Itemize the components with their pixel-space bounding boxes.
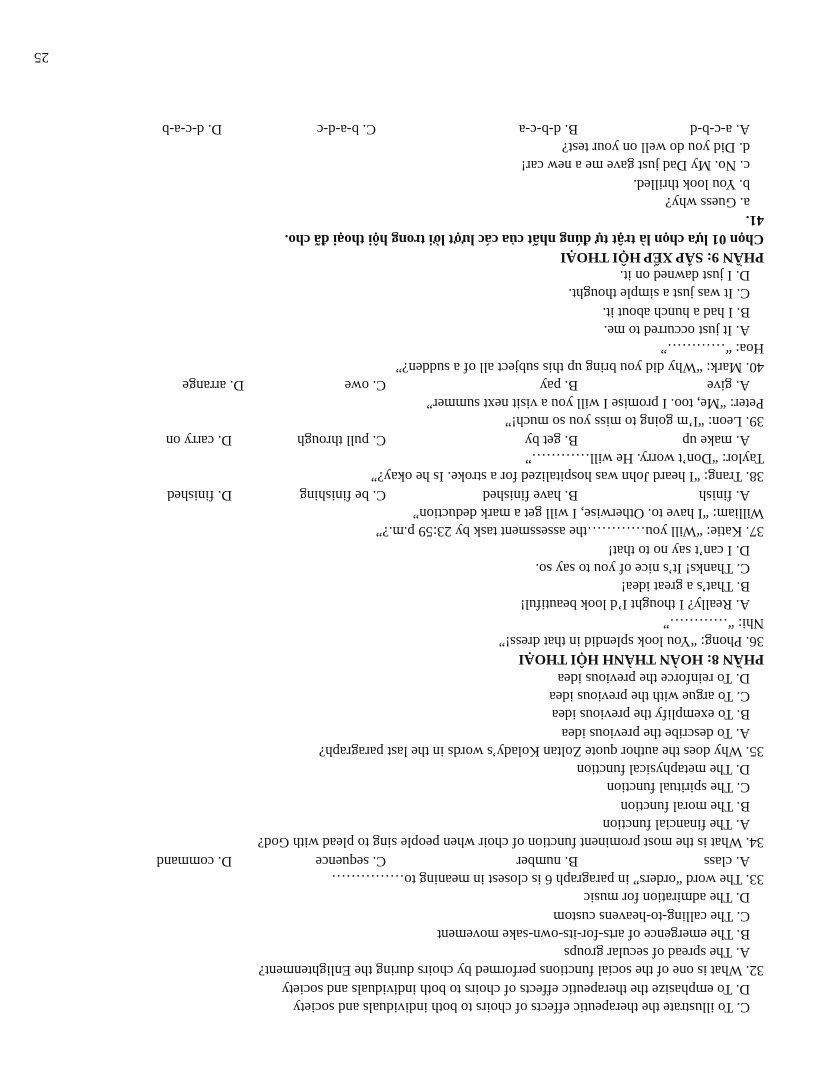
answer-option: A. class [703, 852, 750, 869]
question-line: 33. The word “orders” in paragraph 6 is closest in meaning to…………… [331, 870, 764, 887]
answer-choice: C. To argue with the previous idea [549, 687, 750, 704]
section-heading: PHẦN 8: HOÀN THÀNH HỘI THOẠI [518, 651, 764, 668]
answer-option: D. finished [167, 486, 232, 503]
answer-choice: b. You look thrilled. [633, 175, 750, 192]
answer-choice: D. To emphasize the therapeutic effects of choirs to both individuals and society [281, 980, 750, 997]
answer-choice: D. To reinforce the previous idea [557, 669, 750, 686]
answer-choice: D. I just dawned on it. [619, 267, 750, 284]
answer-option: B. get by [524, 431, 578, 448]
answer-option: B. pay [539, 376, 578, 393]
answer-choice: C. The spiritual function [606, 779, 750, 796]
answer-option: A. make up [682, 431, 750, 448]
answer-choice: c. No. My Dad just gave me a new car! [521, 157, 750, 174]
question-line: 34. What is the most prominent function of choir when people sing to plead with God? [257, 834, 764, 851]
answer-choice: d. Did you do well on your test? [561, 139, 750, 156]
answer-choice: B. To exemplify the previous idea [551, 706, 750, 723]
question-line: William: “I have to. Otherwise, I will get a mark deduction” [412, 504, 764, 521]
answer-options-row [74, 851, 764, 869]
answer-choice: C. To illustrate the therapeutic effects of choirs to both individuals and society [293, 999, 750, 1015]
answer-options-row [74, 485, 764, 503]
answer-choice: A. To describe the previous idea [561, 724, 750, 741]
question-line: 32. What is one of the social functions performed by choirs during the Enlightenment? [258, 962, 764, 979]
answer-choice: D. I can’t say no to that! [608, 541, 750, 558]
question-line: 40. Mark: “Why did you bring up this subject all of a sudden?” [395, 358, 764, 375]
answer-choice: C. The calling-to-heavens custom [553, 907, 750, 924]
answer-choice: B. I had a hunch about it. [602, 303, 750, 320]
answer-option: C. be finishing [299, 486, 386, 503]
section-heading: 41. [745, 212, 764, 229]
answer-choice: B. The moral function [620, 797, 750, 814]
answer-option: C. b-a-d-c [316, 120, 376, 137]
question-line: 38. Trang: “I heard John was hospitalized for a stroke. Is he okay?” [370, 468, 764, 485]
answer-option: A. finish [698, 486, 750, 503]
section-heading: PHẦN 9: SẮP XẾP HỘI THOẠI [560, 248, 764, 265]
answer-choice: D. The metaphysical function [576, 761, 750, 778]
question-line: Hoa: “…………” [660, 340, 764, 357]
answer-choice: A. The spread of secular groups [563, 944, 750, 961]
answer-option: D. arrange [182, 376, 244, 393]
answer-choice: A. The financial function [602, 816, 750, 833]
answer-option: D. d-c-a-b [162, 120, 222, 137]
answer-option: C. pull through [297, 431, 386, 448]
answer-options-row [74, 119, 764, 137]
question-line: 36. Phong: “You look splendid in that dress!” [498, 633, 764, 650]
answer-option: B. number [516, 852, 578, 869]
answer-option: D. carry on [165, 431, 232, 448]
answer-options-row [74, 376, 764, 394]
answer-choice: D. The admiration for music [583, 889, 750, 906]
answer-option: D. command [156, 852, 232, 869]
answer-option: A. give [707, 376, 750, 393]
answer-choice: B. That’s a great idea! [621, 578, 750, 595]
question-line: Nhi: “…………” [663, 614, 764, 631]
answer-choice: A. It just occurred to me. [603, 322, 750, 339]
answer-choice: C. Thanks! It’s nice of you to say so. [535, 559, 750, 576]
question-line: 35. Why does the author quote Zoltan Kolady’s words in the last paragraph? [318, 742, 764, 759]
section-heading: Chọn 01 lựa chọn là trật tự đúng nhất của các lượt lời trong hội thoại đã cho. [284, 230, 764, 247]
question-text-block [74, 119, 764, 1016]
answer-option: C. sequence [315, 852, 386, 869]
answer-choice: C. It was just a simple thought. [568, 285, 750, 302]
answer-option: B. d-b-c-a [518, 120, 578, 137]
answer-choice: a. Guess why? [665, 193, 750, 210]
answer-choice: A. Really? I thought I’d look beautiful! [520, 596, 750, 613]
page-number: 25 [34, 49, 49, 65]
answer-option: C. owe [344, 376, 386, 393]
question-line: 37. Katie: “Will you…………the assessment task by 23:59 p.m.?” [375, 523, 764, 540]
question-line: Peter: “Me, too. I promise I will you a visit next summer” [426, 395, 764, 412]
answer-option: A. a-c-b-d [690, 120, 750, 137]
answer-option: B. have finished [482, 486, 578, 503]
answer-choice: B. The emergence of arts-for-its-own-sake movement [437, 925, 750, 942]
answer-options-row [74, 431, 764, 449]
question-line: Taylor: “Don’t worry. He will…………” [525, 450, 764, 467]
question-line: 39. Leon: “I’m going to miss you so much!” [504, 413, 764, 430]
